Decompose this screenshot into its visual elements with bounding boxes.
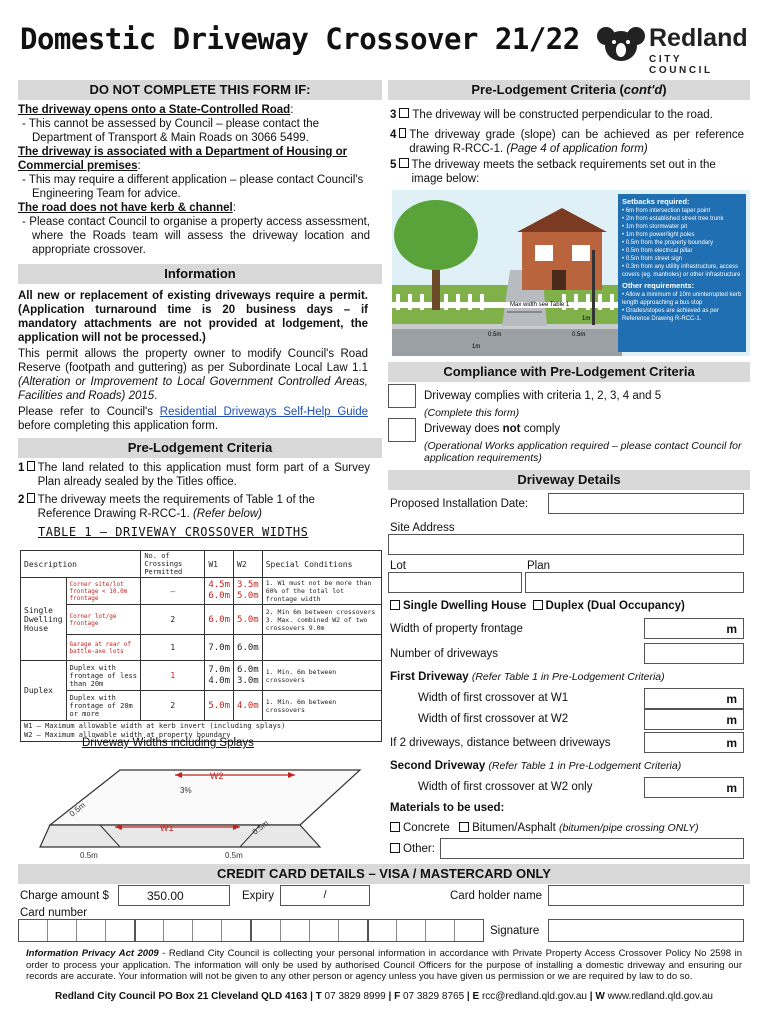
driveway-details-heading: Driveway Details [388, 470, 750, 490]
second-w2-label: Width of first crossover at W2 only [418, 781, 593, 793]
first-w1-input[interactable] [644, 688, 744, 709]
setback-m2: 0.5m [572, 332, 586, 338]
row-single-label: Single Dwelling House [21, 578, 67, 661]
not-comply-checkbox[interactable] [388, 418, 416, 442]
information-p1-end: . [154, 390, 158, 402]
th-w1: W1 [205, 551, 234, 578]
row2-w2: 5.0m [234, 605, 263, 635]
condition-2-heading: The driveway is associated with a Department of Housing or Commercial premises [18, 146, 348, 172]
criterion-4-checkbox[interactable] [399, 128, 406, 138]
information-bold: All new or replacement of existing driveways require a permit. (Application turnaround time is 20 business days – if mandatory attachments are not provided at lodgement, the application will not be processed.) [18, 290, 368, 344]
footer-fax: 07 3829 8765 [402, 991, 465, 1002]
site-address-label: Site Address [390, 522, 455, 534]
criterion-1-text: The land related to this application must form part of a Survey Plan already sealed by the Titles office. [37, 462, 370, 488]
row-duplex-label: Duplex [21, 661, 67, 721]
dwelling-type-row [390, 600, 685, 612]
criterion-4-number: 4 [390, 129, 397, 141]
row4-cond: 1. Min. 6m between crossovers [262, 661, 381, 691]
criterion-1-number: 1 [18, 462, 25, 474]
information-p1: This permit allows the property owner to modify Council's Road Reserve (footpath and guttering) as per Subordinate Local Law 1.1 [18, 348, 368, 374]
card-digit-cell[interactable] [222, 920, 252, 941]
not-comply-label [424, 423, 560, 435]
card-digit-cell[interactable] [281, 920, 310, 941]
cont-heading-end: ) [662, 82, 667, 97]
footer-w: | W [586, 991, 608, 1002]
complies-checkbox[interactable] [388, 384, 416, 408]
card-number-input[interactable] [18, 919, 484, 942]
row1-w2 [234, 578, 263, 605]
materials-label: Materials to be used: [390, 802, 505, 814]
frontage-input[interactable] [644, 618, 744, 639]
num-driveways-label: Number of driveways [390, 648, 499, 660]
first-driveway-title: First Driveway [390, 671, 469, 683]
bitumen-note: (bitumen/pipe crossing ONLY) [559, 822, 699, 834]
num-driveways-input[interactable] [644, 643, 744, 664]
first-driveway-note: (Refer Table 1 in Pre-Lodgement Criteria) [471, 671, 665, 683]
not-comply-note: (Operational Works application required – please contact Council for application requirements) [424, 440, 742, 464]
information-heading: Information [18, 264, 382, 284]
footer-email[interactable]: rcc@redland.qld.gov.au [481, 991, 587, 1002]
second-driveway-heading [390, 760, 681, 772]
setback-item: • 1m from power/light poles [622, 232, 695, 238]
row3-w1: 7.0m [205, 635, 234, 661]
row2-desc: Corner lot/ge frontage [66, 605, 141, 635]
setback-illustration [392, 190, 750, 356]
card-digit-cell[interactable] [455, 920, 483, 941]
row5-num: 2 [141, 691, 205, 721]
pre-lodgement-heading: Pre-Lodgement Criteria [18, 438, 382, 458]
row3-w2: 6.0m [234, 635, 263, 661]
koala-icon [596, 22, 646, 68]
criteria-list-right [390, 108, 744, 186]
first-w1-unit: m [726, 692, 737, 706]
th-description: Description [21, 551, 141, 578]
bitumen-checkbox[interactable] [459, 822, 469, 832]
card-number-label: Card number [20, 907, 88, 919]
charge-amount-label: Charge amount $ [20, 890, 109, 902]
th-crossings: No. of Crossings Permitted [141, 551, 205, 578]
other-req-list [622, 291, 742, 323]
page-title: Domestic Driveway Crossover 21/22 [20, 22, 580, 56]
footer-phone: 07 3829 8999 [324, 991, 386, 1002]
plan-input[interactable] [525, 572, 744, 593]
condition-1-heading: The driveway opens onto a State-Controlled Road [18, 104, 291, 116]
card-digit-cell[interactable] [48, 920, 77, 941]
row1-num: – [141, 578, 205, 605]
pre-lodgement-cont-heading [388, 80, 750, 100]
diagram-grade: 3% [180, 786, 192, 795]
information-p2: Please refer to Council's [18, 406, 160, 418]
card-holder-input[interactable] [548, 885, 744, 906]
row1-w1 [205, 578, 234, 605]
widths-caption: Driveway Widths including Splays [82, 737, 254, 749]
row1-cond: 1. W1 must not be more than 60% of the total lot frontage width [262, 578, 381, 605]
logo-name: Redland [649, 24, 748, 52]
setback-item: • 0.5m from the property boundary [622, 240, 714, 246]
plan-label: Plan [527, 560, 551, 572]
setback-m1: 1m [472, 344, 481, 350]
concrete-checkbox[interactable] [390, 822, 400, 832]
condition-3-heading: The road does not have kerb & channel [18, 202, 233, 214]
not-comply-c: comply [520, 423, 561, 435]
row5-w1: 5.0m [205, 691, 234, 721]
second-w2-input[interactable] [644, 777, 744, 798]
first-w2-input[interactable] [644, 709, 744, 730]
card-digit-cell[interactable] [339, 920, 369, 941]
footer-contact [26, 991, 742, 1002]
row1-w1a: 4.5m [208, 580, 231, 590]
row4-w1b: 4.0m [208, 675, 231, 686]
setback-item: • 0.3m from any utility infrastructure, access covers (eg. manholes) or other infrastructure [622, 264, 741, 278]
diagram-base-left: 0.5m [80, 851, 98, 860]
card-digit-cell[interactable] [252, 920, 281, 941]
criterion-3-checkbox[interactable] [399, 108, 409, 118]
do-not-complete-heading: DO NOT COMPLETE THIS FORM IF: [18, 80, 382, 100]
card-digit-cell[interactable] [106, 920, 136, 941]
row1-w1b: 6.0m [208, 591, 231, 601]
second-w2-unit: m [726, 781, 737, 795]
distance-input[interactable] [644, 732, 744, 753]
card-digit-cell[interactable] [310, 920, 339, 941]
row1-w2b: 5.0m [237, 591, 259, 601]
install-date-label: Proposed Installation Date: [390, 498, 529, 510]
other-input[interactable] [440, 838, 744, 859]
duplex-label: Duplex (Dual Occupancy) [545, 600, 685, 612]
condition-3-text: Please contact Council to organise a property access assessment, where the Roads team will assess the driveway location and appropriate crossover. [29, 216, 370, 256]
table-footnote-w2: W2 – Maximum allowable width at property boundary [24, 731, 231, 739]
complies-label: Driveway complies with criteria 1, 2, 3, 4 and 5 [424, 390, 662, 402]
not-comply-b: not [502, 423, 521, 435]
information-p2-end: before completing this application form. [18, 420, 219, 432]
privacy-statement [26, 948, 742, 983]
frontage-unit: m [726, 622, 737, 636]
privacy-text: - Redland City Council is collecting your personal information in accordance with Private Property Access Crossover Policy No 2598 in order to process your application. The information will only be used by authorised Council Officers for the purpose of installing a domestic driveway and ensuring our records are accurate. Your information will not be given to any other person or agency unless you have given us permission or we are required by law to do so. [26, 948, 742, 982]
privacy-heading: Information Privacy Act 2009 [26, 948, 159, 959]
setback-m4: 0.5m [488, 332, 502, 338]
first-w1-label: Width of first crossover at W1 [418, 692, 569, 704]
council-logo [596, 22, 748, 76]
card-digit-cell[interactable] [164, 920, 193, 941]
credit-card-heading: CREDIT CARD DETAILS – VISA / MASTERCARD ONLY [18, 864, 750, 884]
row5-desc: Duplex with frontage of 20m or more [66, 691, 141, 721]
row5-w2: 4.0m [234, 691, 263, 721]
setback-item: • 0.5m from street sign [622, 256, 683, 262]
diagram-w1-label: W1 [160, 823, 174, 833]
row3-desc: Garage at rear of battle-axe lots [66, 635, 141, 661]
max-width-label: Max width see Table 1 [510, 302, 570, 308]
row1-w2a: 3.5m [237, 580, 259, 590]
self-help-guide-link[interactable]: Residential Driveways Self-Help Guide [159, 406, 369, 418]
row2-cond: 2. Min 6m between crossovers 3. Max. combined W2 of two crossovers 9.0m [262, 605, 381, 635]
card-digit-cell[interactable] [193, 920, 222, 941]
setbacks-list [622, 207, 742, 279]
complies-note: (Complete this form) [424, 407, 520, 419]
row1-desc: Corner site/lot frontage < 10.0m frontage [66, 578, 141, 605]
setback-item: • 6m from intersection taper point [622, 208, 711, 214]
condition-1-text: This cannot be assessed by Council – please contact the Department of Transport & Main Roads on 3066 5499. [28, 118, 320, 144]
diagram-splay-left: 0.5m [67, 800, 88, 819]
install-date-input[interactable] [548, 493, 744, 514]
card-digit-cell[interactable] [426, 920, 455, 941]
setbacks-box [618, 194, 746, 352]
criteria-list-left [18, 461, 370, 521]
duplex-checkbox[interactable] [533, 600, 543, 610]
criterion-4-text: The driveway grade (slope) can be achieved as per reference drawing R-RCC-1. [409, 129, 744, 155]
setback-item: • 2m from established street tree trunk [622, 216, 724, 222]
row2-num: 2 [141, 605, 205, 635]
card-digit-cell[interactable] [77, 920, 106, 941]
second-driveway-title: Second Driveway [390, 760, 486, 772]
row4-w1 [205, 661, 234, 691]
house-illustration [392, 190, 622, 356]
setback-item: • 0.5m from electrical pillar [622, 248, 693, 254]
lot-input[interactable] [388, 572, 522, 593]
cont-heading-italic: cont'd [623, 82, 663, 97]
row4-w2 [234, 661, 263, 691]
criterion-3-number: 3 [390, 109, 397, 121]
expiry-label: Expiry [242, 890, 274, 902]
other-req-heading: Other requirements: [622, 281, 695, 290]
not-comply-a: Driveway does [424, 423, 503, 435]
criterion-2-checkbox[interactable] [27, 493, 34, 503]
footer-t: | T [307, 991, 325, 1002]
frontage-label: Width of property frontage [390, 623, 523, 635]
card-digit-cell[interactable] [369, 920, 398, 941]
condition-2-text: This may require a different application – please contact Council's Engineering Team for advice. [28, 174, 364, 200]
row2-w1: 6.0m [205, 605, 234, 635]
cont-heading-main: Pre-Lodgement Criteria ( [471, 82, 624, 97]
single-dwelling-label: Single Dwelling House [403, 600, 527, 612]
signature-input[interactable] [548, 919, 744, 942]
criterion-2-text: The driveway meets the requirements of Table 1 of the Reference Drawing R-RCC-1. [37, 494, 315, 520]
footer-website[interactable]: www.redland.qld.gov.au [607, 991, 713, 1002]
th-w2: W2 [234, 551, 263, 578]
diagram-base-right: 0.5m [225, 851, 243, 860]
second-driveway-note: (Refer Table 1 in Pre-Lodgement Criteria) [488, 760, 682, 772]
row5-cond: 1. Min. 6m between crossovers [262, 691, 381, 721]
diagram-w2-label: W2 [210, 771, 224, 781]
first-w2-label: Width of first crossover at W2 [418, 713, 569, 725]
criterion-5-checkbox[interactable] [399, 158, 408, 168]
single-dwelling-checkbox[interactable] [390, 600, 400, 610]
other-row [390, 843, 435, 855]
expiry-input[interactable]: / [280, 885, 370, 906]
setback-item: • Grades/slopes are achieved as per Reference Drawing R-RCC-1. [622, 308, 719, 322]
compliance-heading: Compliance with Pre-Lodgement Criteria [388, 362, 750, 382]
table-footnote-w1: W1 – Maximum allowable width at kerb invert (including splays) [24, 722, 286, 730]
th-conditions: Special Conditions [262, 551, 381, 578]
lot-label: Lot [390, 560, 406, 572]
other-label: Other: [403, 843, 435, 855]
setback-m3: 1m [582, 316, 591, 322]
criterion-4-note: (Page 4 of application form) [506, 143, 648, 155]
row4-num: 1 [141, 661, 205, 691]
charge-amount-input[interactable]: 350.00 [118, 885, 230, 906]
first-driveway-heading [390, 671, 665, 683]
bitumen-label: Bitumen/Asphalt [472, 822, 559, 834]
card-digit-cell[interactable] [19, 920, 48, 941]
distance-unit: m [726, 736, 737, 750]
footer-address: Redland City Council PO Box 21 Cleveland QLD 4163 [55, 991, 308, 1002]
row4-w2b: 3.0m [237, 675, 259, 686]
driveway-widths-diagram [30, 755, 380, 860]
row4-w1a: 7.0m [208, 664, 231, 675]
setbacks-heading: Setbacks required: [622, 197, 690, 206]
criterion-5-number: 5 [390, 159, 397, 171]
signature-label: Signature [490, 925, 540, 937]
row3-cond [262, 635, 381, 661]
do-not-complete-list: The driveway opens onto a State-Controlled Road: - This cannot be assessed by Council – please contact the Department of Transport & Main Roads on 3066 5499. The driveway is associated with a Department of Housing or Commercial premises: - This may require a different application – please contact Council's Engineering Team for advice. The road does not have kerb & channel: - Please contact Council to organise a property access assessment, where the Roads team will assess the driveway location and appropriate crossover. [18, 104, 370, 256]
driveway-widths-table [20, 550, 382, 742]
distance-label: If 2 driveways, distance between driveways [390, 737, 611, 749]
row4-desc: Duplex with frontage of less than 20m [66, 661, 141, 691]
setback-item: • Allow a minimum of 10m uninterrupted kerb length approaching a bus stop [622, 292, 742, 306]
table-title: TABLE 1 – DRIVEWAY CROSSOVER WIDTHS [38, 525, 309, 539]
card-digit-cell[interactable] [136, 920, 165, 941]
card-digit-cell[interactable] [397, 920, 426, 941]
first-w2-unit: m [726, 713, 737, 727]
footer-f: | F [385, 991, 403, 1002]
diagram-splay-right: 0.5m [250, 818, 271, 837]
other-checkbox[interactable] [390, 843, 400, 853]
criterion-5-text: The driveway meets the setback requirements set out in the image below: [411, 159, 716, 185]
criterion-2-note: (Refer below) [192, 508, 262, 520]
criterion-1-checkbox[interactable] [27, 461, 34, 471]
site-address-input[interactable] [388, 534, 744, 555]
row3-num: 1 [141, 635, 205, 661]
footer-e: | E [464, 991, 482, 1002]
concrete-label: Concrete [403, 822, 450, 834]
setback-item: • 1m from stormwater pit [622, 224, 688, 230]
criterion-2-number: 2 [18, 494, 25, 506]
information-p1-italic: (Alteration or Improvement to Local Government Controlled Areas, Facilities and Roads) 2015 [18, 376, 368, 402]
materials-row [390, 822, 699, 834]
card-holder-label: Card holder name [450, 890, 543, 902]
information-text [18, 289, 368, 433]
row4-w2a: 6.0m [237, 664, 259, 675]
criterion-3-text: The driveway will be constructed perpendicular to the road. [412, 109, 713, 121]
logo-subtitle: CITY COUNCIL [649, 54, 713, 76]
